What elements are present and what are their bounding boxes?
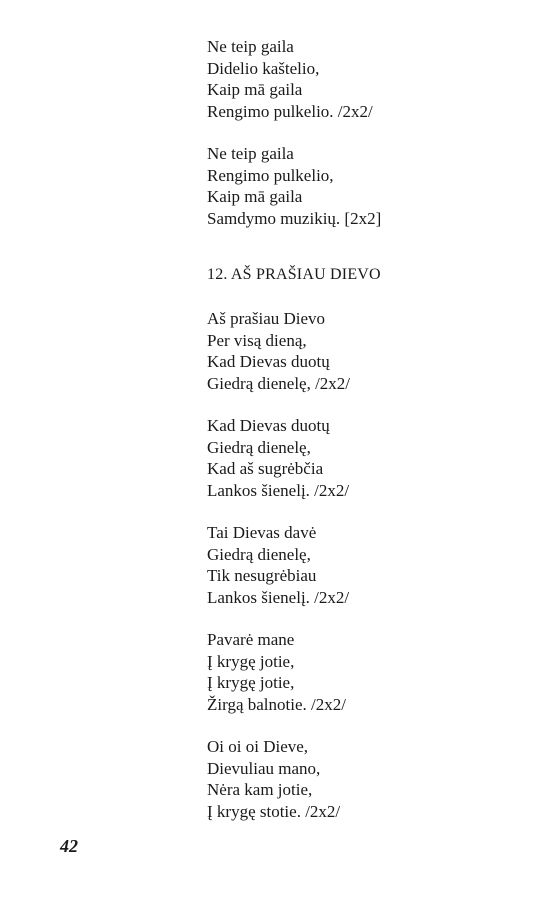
verse-line: Aš prašiau Dievo [207,309,326,328]
verse-line: Kad Dievas duotų [207,352,330,371]
verse-line: Samdymo muzikių. [2x2] [207,208,382,228]
song-stanza-2 [207,415,507,501]
verse-line: Giedrą dienelę, /2x2/ [207,373,351,393]
song-stanza-5 [207,736,507,822]
stanza-2 [207,143,507,229]
song-stanza-3 [207,522,507,608]
verse-line: Lankos šienelį. /2x2/ [207,480,350,500]
verse-line: Rengimo pulkelio. /2x2/ [207,101,373,121]
verse-line: Per visą dieną, [207,330,307,350]
verse-line: Į krygę jotie, [207,651,295,671]
verse-line: Oi oi oi Dieve, [207,737,309,756]
verse-line: Ne teip gaila [207,144,294,163]
verse-line: Kaip mā gaila [207,187,303,206]
verse-line: Lankos šienelį. /2x2/ [207,587,350,607]
verse-line: Į krygę jotie, [207,673,295,692]
song-title: 12. AŠ PRAŠIAU DIEVO [207,266,381,283]
verse-line: Tik nesugrėbiau [207,566,317,585]
stanza-1 [207,36,507,122]
verse-line: Giedrą dienelę, [207,544,311,564]
song-stanza-1 [207,308,507,394]
verse-line: Nėra kam jotie, [207,780,313,799]
page-number: 42 [60,836,78,856]
verse-line: Kad aš sugrėbčia [207,459,324,478]
verse-line: Žirgą balnotie. /2x2/ [207,694,346,714]
verse-line: Į krygę stotie. /2x2/ [207,801,341,821]
verse-line: Kad Dievas duotų [207,416,330,435]
verse-line: Giedrą dienelę, [207,437,311,457]
verse-line: Didelio kaštelio, [207,58,320,78]
text-column [207,36,507,843]
verse-line: Dievuliau mano, [207,758,321,778]
verse-line: Pavarė mane [207,630,295,649]
song-stanza-4 [207,629,507,715]
verse-line: Tai Dievas davė [207,523,317,542]
verse-line: Ne teip gaila [207,37,294,56]
verse-line: Rengimo pulkelio, [207,165,334,185]
verse-line: Kaip mā gaila [207,80,303,99]
